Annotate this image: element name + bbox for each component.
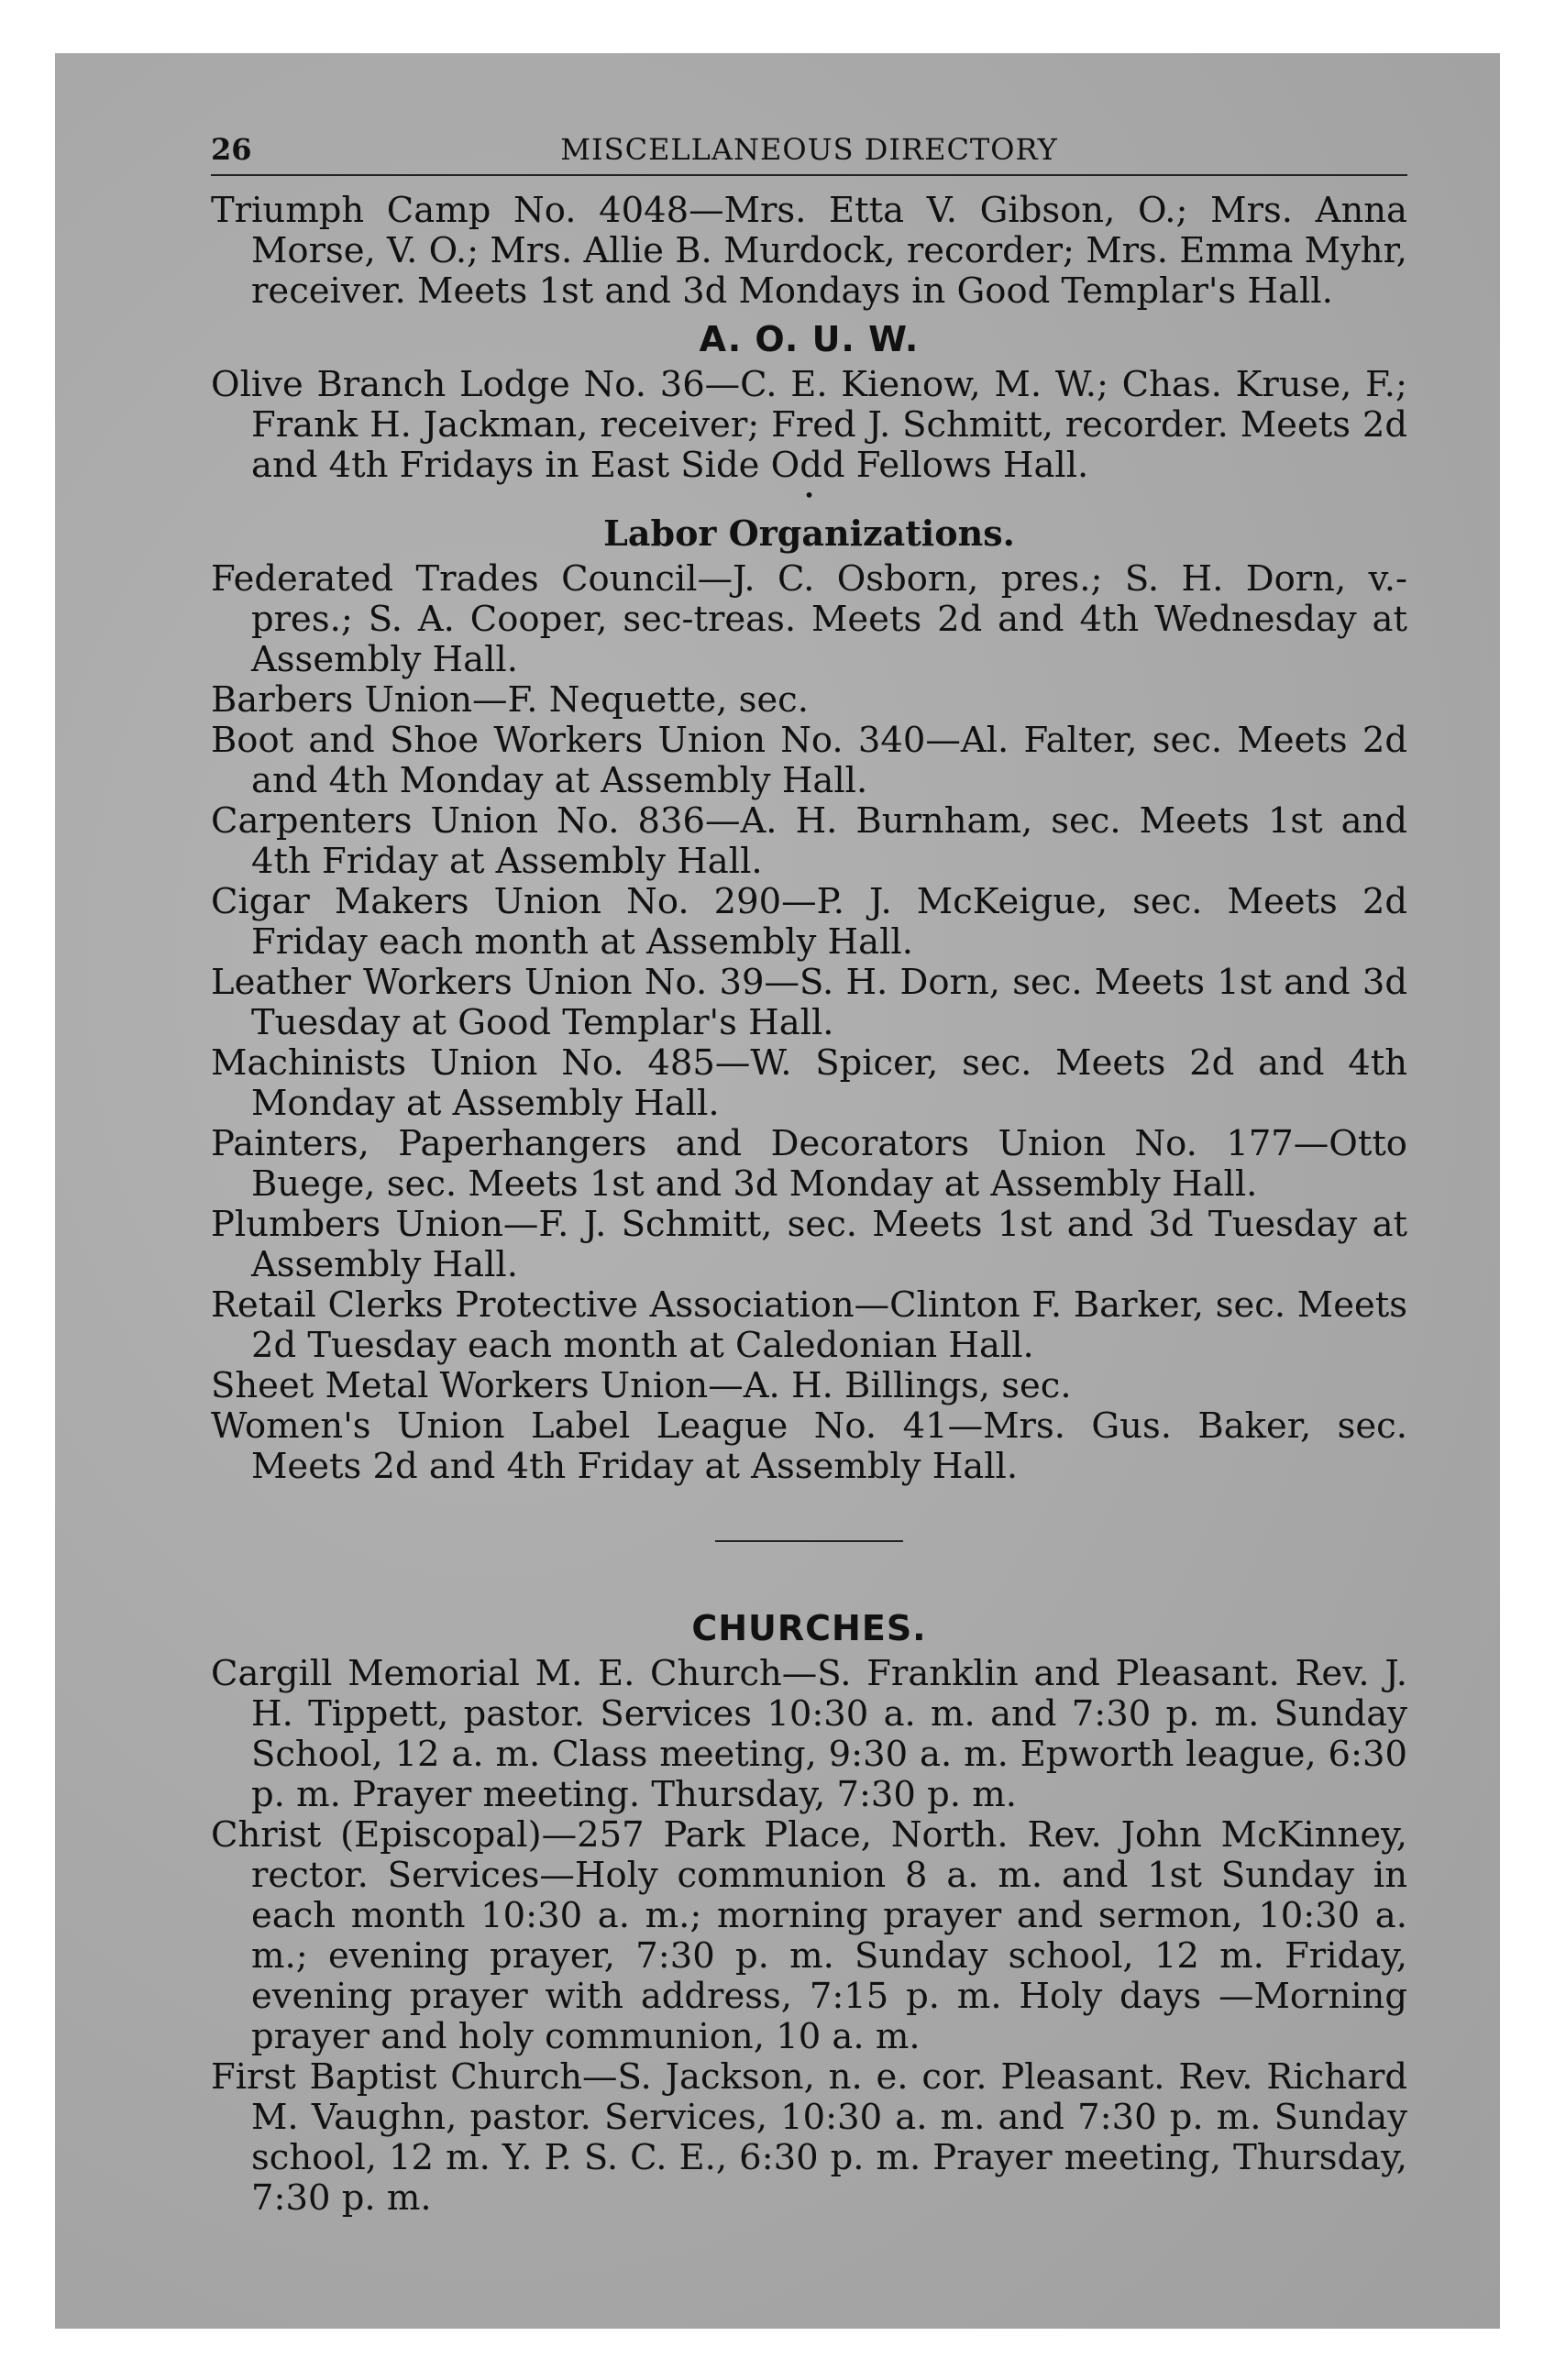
section-heading-aouw: A. O. U. W. xyxy=(699,319,920,359)
directory-entry: Christ (Episcopal)—257 Park Place, North. Rev. John McKinney, rector. Services—Holy communion 8 a. m. and 1st Sunday in each month 10:30 a. m.; morning prayer and sermon, 10:30 a. m.; evening prayer, 7:30 p. m. Sunday school, 12 m. Friday, evening prayer with address, 7:15 p. m. Holy days —Morning prayer and holy communion, 10 a. m. xyxy=(211,1814,1407,2057)
directory-entry: Machinists Union No. 485—W. Spicer, sec. Meets 2d and 4th Monday at Assembly Hall. xyxy=(211,1042,1407,1124)
running-head: MISCELLANEOUS DIRECTORY xyxy=(560,132,1058,167)
directory-entry: Boot and Shoe Workers Union No. 340—Al. Falter, sec. Meets 2d and 4th Monday at Assembly Hall. xyxy=(211,720,1407,801)
directory-entry: Cigar Makers Union No. 290—P. J. McKeigue, sec. Meets 2d Friday each month at Assembly Hall. xyxy=(211,881,1407,963)
page-number: 26 xyxy=(211,132,252,167)
section-heading-churches: CHURCHES. xyxy=(691,1608,927,1648)
page-header xyxy=(211,127,1407,176)
section-divider xyxy=(715,1540,903,1542)
section-heading-labor: Labor Organizations. xyxy=(603,512,1015,554)
directory-entry: Olive Branch Lodge No. 36—C. E. Kienow, M. W.; Chas. Kruse, F.; Frank H. Jackman, receiver; Fred J. Schmitt, recorder. Meets 2d and 4th Fridays in East Side Odd Fellows Hall. xyxy=(211,364,1407,486)
directory-entry: Painters, Paperhangers and Decorators Union No. 177—Otto Buege, sec. Meets 1st and 3d Monday at Assembly Hall. xyxy=(211,1123,1407,1205)
directory-entry: Sheet Metal Workers Union—A. H. Billings, sec. xyxy=(211,1365,1072,1406)
directory-entry: Retail Clerks Protective Association—Clinton F. Barker, sec. Meets 2d Tuesday each month at Caledonian Hall. xyxy=(211,1284,1407,1366)
directory-entry: Triumph Camp No. 4048—Mrs. Etta V. Gibson, O.; Mrs. Anna Morse, V. O.; Mrs. Allie B. Murdock, recorder; Mrs. Emma Myhr, receiver. Meets 1st and 3d Mondays in Good Templar's Hall. xyxy=(211,190,1407,312)
directory-entry: First Baptist Church—S. Jackson, n. e. cor. Pleasant. Rev. Richard M. Vaughn, pastor. Services, 10:30 a. m. and 7:30 p. m. Sunday school, 12 m. Y. P. S. C. E., 6:30 p. m. Prayer meeting, Thursday, 7:30 p. m. xyxy=(211,2056,1407,2219)
directory-entry: Cargill Memorial M. E. Church—S. Franklin and Pleasant. Rev. J. H. Tippett, pastor. Services 10:30 a. m. and 7:30 p. m. Sunday School, 12 a. m. Class meeting, 9:30 a. m. Epworth league, 6:30 p. m. Prayer meeting. Thursday, 7:30 p. m. xyxy=(211,1653,1407,1815)
separator-dot: • xyxy=(803,484,815,506)
directory-entry: Barbers Union—F. Nequette, sec. xyxy=(211,679,809,721)
directory-entry: Leather Workers Union No. 39—S. H. Dorn, sec. Meets 1st and 3d Tuesday at Good Templar's Hall. xyxy=(211,962,1407,1043)
directory-entry: Plumbers Union—F. J. Schmitt, sec. Meets 1st and 3d Tuesday at Assembly Hall. xyxy=(211,1204,1407,1285)
page-content xyxy=(211,127,1407,2219)
directory-entry: Federated Trades Council—J. C. Osborn, pres.; S. H. Dorn, v.-pres.; S. A. Cooper, sec-treas. Meets 2d and 4th Wednesday at Assembly Hall. xyxy=(211,558,1407,680)
scanned-page xyxy=(55,53,1500,2329)
directory-entry: Carpenters Union No. 836—A. H. Burnham, sec. Meets 1st and 4th Friday at Assembly Hall. xyxy=(211,800,1407,882)
directory-entry: Women's Union Label League No. 41—Mrs. Gus. Baker, sec. Meets 2d and 4th Friday at Assembly Hall. xyxy=(211,1405,1407,1487)
